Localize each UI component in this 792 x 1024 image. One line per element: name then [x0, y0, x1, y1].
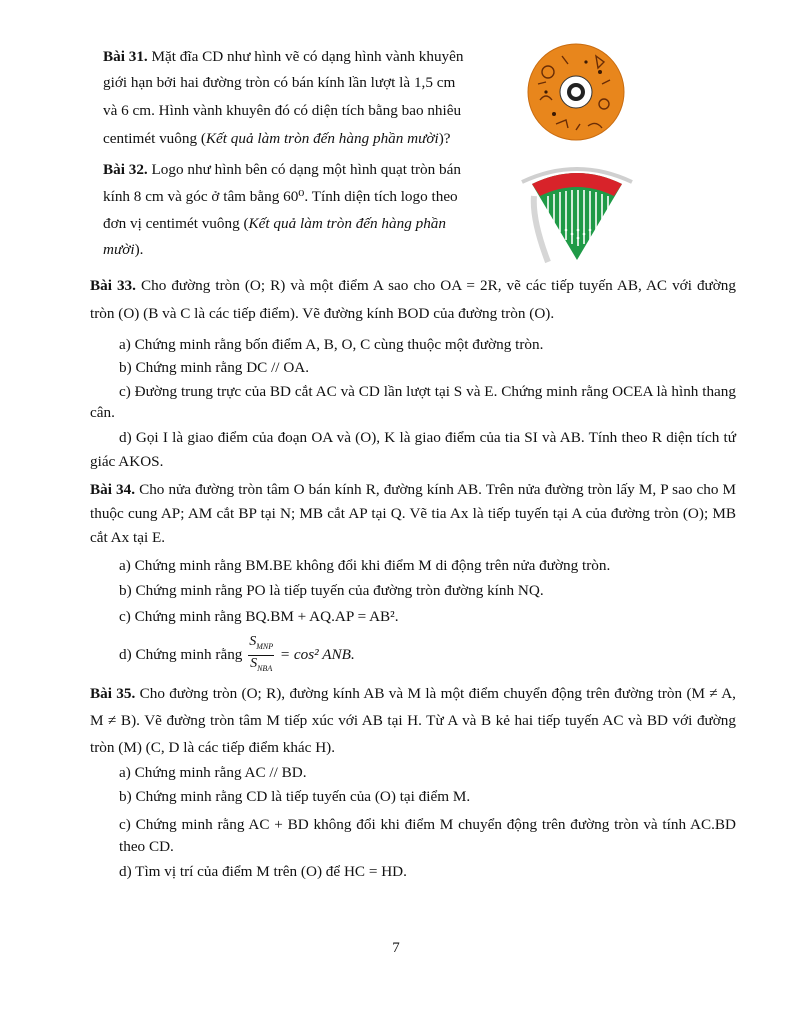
bai35-d: d) Tìm vị trí của điểm M trên (O) để HC = HD.: [119, 863, 407, 880]
bai32-line4-italic: mười: [103, 241, 135, 258]
frac-num-sub: MNP: [256, 641, 274, 651]
bai33-b: b) Chứng minh rằng DC // OA.: [119, 359, 310, 376]
bai31-line3: và 6 cm. Hình vành khuyên đó có diện tích bằng bao nhiêu: [103, 102, 462, 119]
bai34-text: Cho nửa đường tròn tâm O bán kính R, đường kính AB. Trên nửa đường tròn lấy M, P sao cho M thuộc cung AP; AM cắt BP tại N; MB cắt AP tại Q. Vẽ tia Ax là tiếp tuyến tại A của đường tròn (O); MB cắt Ax tại E.: [90, 481, 736, 546]
bai33-label: Bài 33.: [90, 277, 136, 294]
bai31-line4-italic: Kết quả làm tròn đến hàng phần mười: [205, 130, 439, 147]
page-number: 7: [392, 940, 400, 956]
bai35-a: a) Chứng minh rằng AC // BD.: [119, 764, 307, 781]
bai31-label: Bài 31.: [103, 48, 148, 65]
bai34-a: a) Chứng minh rằng BM.BE không đổi khi điểm M di động trên nửa đường tròn.: [119, 557, 611, 574]
bai34-b: b) Chứng minh rằng PO là tiếp tuyến của đường tròn đường kính NQ.: [119, 582, 544, 599]
bai32-label: Bài 32.: [103, 161, 148, 178]
frac-num-s: S: [249, 634, 257, 649]
bai32-line2: kính 8 cm và góc ở tâm bằng 60⁰. Tính diện tích logo theo: [103, 188, 458, 205]
bai33-text: Cho đường tròn (O; R) và một điểm A sao cho OA = 2R, vẽ các tiếp tuyến AB, AC với đường tròn (O) (B và C là các tiếp điểm). Vẽ đường kính BOD của đường tròn (O).: [90, 277, 736, 322]
bai32-line3-italic: Kết quả làm tròn đến hàng phần: [248, 215, 446, 232]
bai31-line2: giới hạn bởi hai đường tròn có bán kính lần lượt là 1,5 cm: [103, 74, 456, 91]
fan-logo-image: [518, 160, 636, 265]
bai33-c: c) Đường trung trực của BD cắt AC và CD lần lượt tại S và E. Chứng minh rằng OCEA là hình thang cân.: [90, 383, 736, 421]
bai35-label: Bài 35.: [90, 685, 136, 702]
bai34-d: [119, 634, 355, 677]
bai31-line1: Mặt đĩa CD như hình vẽ có dạng hình vành khuyên: [147, 48, 464, 65]
bai35-c: c) Chứng minh rằng AC + BD không đổi khi điểm M chuyển động trên đường tròn và tính AC.BD theo CD.: [119, 816, 736, 855]
frac-den-s: S: [250, 655, 258, 671]
bai34-block: [90, 478, 736, 550]
cd-disc-image: [526, 42, 626, 142]
bai31-block: [103, 47, 513, 148]
bai35-text: Cho đường tròn (O; R), đường kính AB và M là một điểm chuyển động trên đường tròn (M ≠ A, M ≠ B). Vẽ đường tròn tâm M tiếp xúc với AB tại H. Từ A và B kẻ hai tiếp tuyến AC và BD với đường tròn (M) (C, D là các tiếp điểm khác H).: [90, 685, 736, 756]
bai33-block: [90, 272, 736, 328]
bai32-line4-b: ).: [134, 241, 144, 258]
bai32-block: [103, 160, 506, 259]
frac-den-sub: NBA: [257, 663, 273, 673]
bai32-line1: Logo như hình bên có dạng một hình quạt tròn bán: [147, 161, 461, 178]
area-ratio-fraction: [248, 634, 274, 677]
bai35-b: b) Chứng minh rằng CD là tiếp tuyến của (O) tại điểm M.: [119, 788, 471, 805]
bai34-d-rhs: = cos² ANB.: [279, 645, 355, 663]
bai35-block: [90, 680, 736, 761]
bai32-line3-a: đơn vị centimét vuông (: [103, 215, 249, 232]
bai31-line4-a: centimét vuông (: [103, 130, 206, 147]
bai31-line4-b: )?: [438, 130, 451, 147]
bai34-label: Bài 34.: [90, 481, 135, 498]
bai33-d: d) Gọi I là giao điểm của đoạn OA và (O), K là giao điểm của tia SI và AB. Tính theo R diện tích tứ giác AKOS.: [90, 429, 736, 470]
bai34-d-prefix: d) Chứng minh rằng: [119, 645, 243, 663]
bai34-c: c) Chứng minh rằng BQ.BM + AQ.AP = AB².: [119, 608, 399, 625]
bai33-a: a) Chứng minh rằng bốn điểm A, B, O, C cùng thuộc một đường tròn.: [119, 336, 544, 353]
